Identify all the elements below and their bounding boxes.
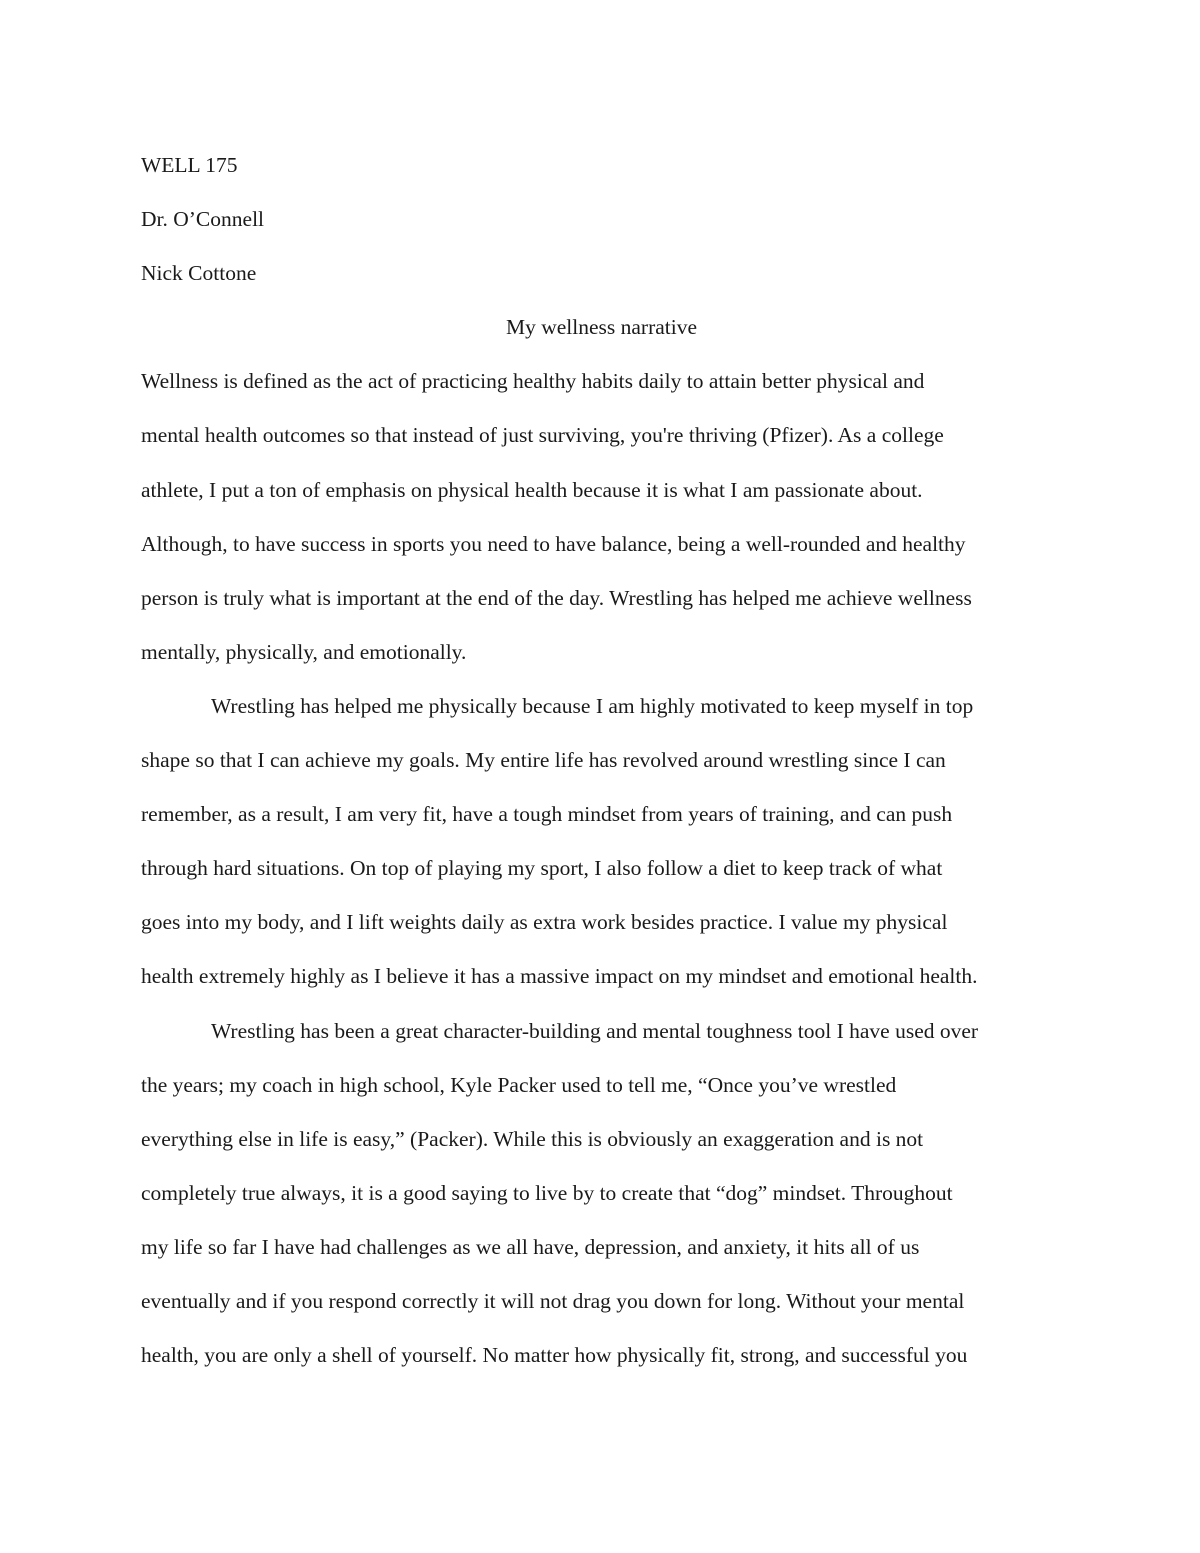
paragraph-line: health extremely highly as I believe it has a massive impact on my mindset and emotional health. [141,964,978,989]
student-name-line: Nick Cottone [141,261,257,286]
paragraph-line: the years; my coach in high school, Kyle Packer used to tell me, “Once you’ve wrestled [141,1072,897,1097]
paragraph-1 [141,354,1056,679]
essay-title: My wellness narrative [505,315,698,340]
paragraph-line: my life so far I have had challenges as we all have, depression, and anxiety, it hits all of us [141,1234,920,1259]
paragraph-line: Although, to have success in sports you need to have balance, being a well-rounded and healthy [141,531,966,556]
paragraph-line: shape so that I can achieve my goals. My entire life has revolved around wrestling since I can [141,748,946,773]
paragraph-2 [141,679,1056,1004]
paragraph-line: health, you are only a shell of yourself. No matter how physically fit, strong, and successful you [141,1343,968,1368]
paragraph-line: through hard situations. On top of playing my sport, I also follow a diet to keep track of what [141,856,943,881]
paragraph-3 [141,1004,1056,1383]
paragraph-line: Wrestling has helped me physically because I am highly motivated to keep myself in top [211,693,974,718]
paragraph-line: everything else in life is easy,” (Packer). While this is obviously an exaggeration and is not [141,1126,924,1151]
paragraph-line: mental health outcomes so that instead of just surviving, you're thriving (Pfizer). As a college [141,423,944,448]
paragraph-line: Wellness is defined as the act of practicing healthy habits daily to attain better physical and [141,369,925,394]
paragraph-line: person is truly what is important at the end of the day. Wrestling has helped me achieve wellness [141,585,972,610]
paragraph-line: completely true always, it is a good saying to live by to create that “dog” mindset. Throughout [141,1180,953,1205]
course-line: WELL 175 [141,153,238,177]
instructor-line: Dr. O’Connell [141,207,265,232]
paragraph-line: remember, as a result, I am very fit, have a tough mindset from years of training, and can push [141,802,953,827]
paragraph-line: eventually and if you respond correctly it will not drag you down for long. Without your mental [141,1288,965,1313]
paragraph-line: goes into my body, and I lift weights daily as extra work besides practice. I value my physical [141,910,948,935]
paragraph-line: mentally, physically, and emotionally. [141,639,467,664]
paragraph-line: Wrestling has been a great character-building and mental toughness tool I have used over [211,1018,979,1043]
document-body [141,138,1056,1382]
paragraph-line: athlete, I put a ton of emphasis on physical health because it is what I am passionate about. [141,477,923,502]
